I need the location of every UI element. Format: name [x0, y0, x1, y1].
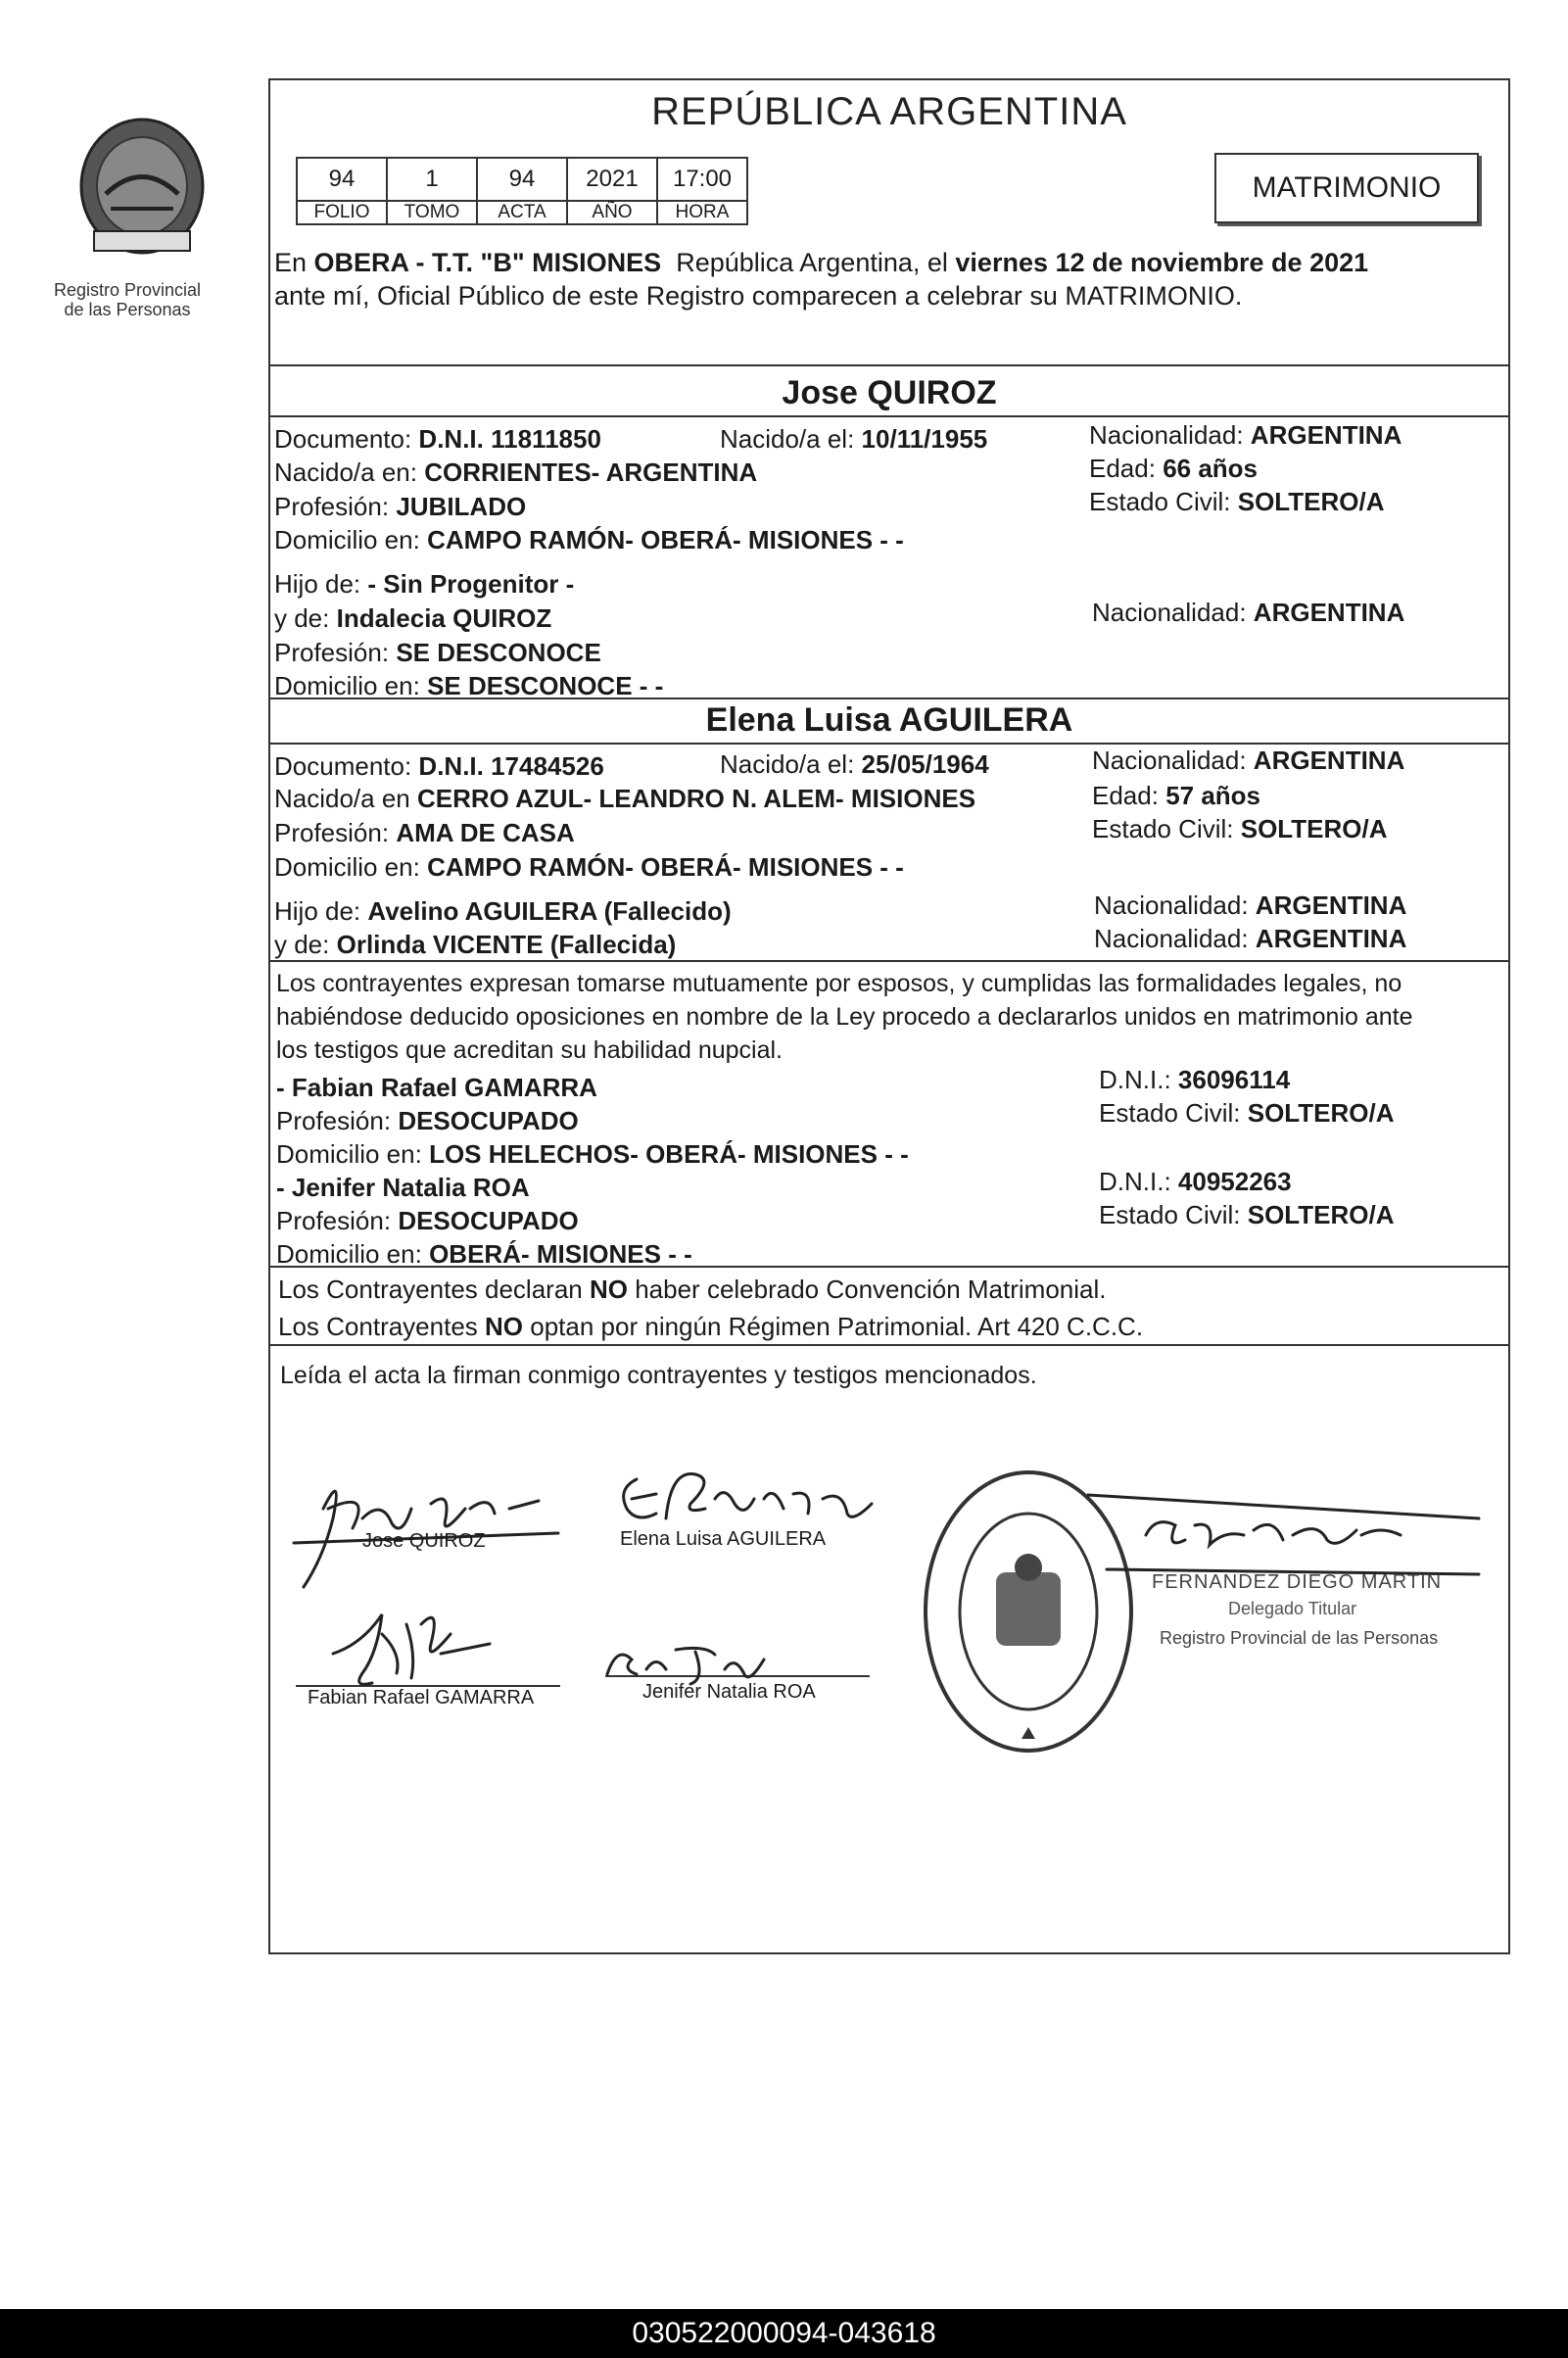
signature-jenifer-roa — [597, 1630, 774, 1689]
p2-nat: Nacionalidad: ARGENTINA — [1092, 746, 1405, 775]
regime-line1: Los Contrayentes declaran NO haber celebrado Convención Matrimonial. — [278, 1275, 1107, 1304]
witness1-civil: Estado Civil: SOLTERO/A — [1099, 1098, 1395, 1128]
official-name: FERNANDEZ DIEGO MARTIN — [1152, 1571, 1443, 1593]
document-barcode-number: 030522000094-043618 — [0, 2309, 1568, 2358]
logo-caption-line2: de las Personas — [64, 300, 191, 319]
intro-line1: En OBERA - T.T. "B" MISIONES República Argentina, el viernes 12 de noviembre de 2021 — [274, 248, 1369, 277]
sig3-label: Fabian Rafael GAMARRA — [308, 1687, 535, 1708]
p2-father: Hijo de: Avelino AGUILERA (Fallecido) — [274, 896, 732, 926]
folio-value: 94 — [297, 158, 387, 201]
p2-prof: Profesión: AMA DE CASA — [274, 818, 575, 847]
witness2-prof: Profesión: DESOCUPADO — [276, 1206, 579, 1235]
p2-dom: Domicilio en: CAMPO RAMÓN- OBERÁ- MISIONES - - — [274, 852, 904, 882]
p1-nat: Nacionalidad: ARGENTINA — [1089, 420, 1402, 450]
tomo-label: TOMO — [387, 201, 477, 224]
p2-mother: y de: Orlinda VICENTE (Fallecida) — [274, 930, 677, 959]
act-type-box: MATRIMONIO — [1214, 153, 1479, 223]
acta-label: ACTA — [477, 201, 567, 224]
witness2-civil: Estado Civil: SOLTERO/A — [1099, 1200, 1395, 1229]
witness2-dni: D.N.I.: 40952263 — [1099, 1167, 1292, 1196]
year-value: 2021 — [567, 158, 657, 201]
page-title: REPÚBLICA ARGENTINA — [651, 90, 1127, 133]
divider — [270, 960, 1508, 962]
p2-mother-nat: Nacionalidad: ARGENTINA — [1094, 924, 1407, 953]
witness1-dom: Domicilio en: LOS HELECHOS- OBERÁ- MISIONES - - — [276, 1139, 909, 1169]
divider — [270, 1266, 1508, 1268]
p1-doc: Documento: D.N.I. 11811850 — [274, 424, 601, 454]
regime-line2: Los Contrayentes NO optan por ningún Régimen Patrimonial. Art 420 C.C.C. — [278, 1312, 1144, 1341]
p1-mother-nat: Nacionalidad: ARGENTINA — [1092, 598, 1405, 627]
p1-parent-prof: Profesión: SE DESCONOCE — [274, 638, 601, 667]
p1-born-in: Nacido/a en: CORRIENTES- ARGENTINA — [274, 457, 758, 487]
p2-age: Edad: 57 años — [1092, 781, 1261, 810]
registry-logo — [29, 116, 225, 331]
intro-line2: ante mí, Oficial Público de este Registro comparecen a celebrar su MATRIMONIO. — [274, 281, 1243, 311]
witness2-dom: Domicilio en: OBERÁ- MISIONES - - — [276, 1239, 692, 1269]
p1-civil: Estado Civil: SOLTERO/A — [1089, 487, 1385, 516]
declaration-line2: habiéndose deducido oposiciones en nombre de la Ley procedo a declararlos unidos en matrimonio ante — [276, 1003, 1413, 1031]
official-role: Delegado Titular — [1228, 1599, 1357, 1618]
folio-label: FOLIO — [297, 201, 387, 224]
p1-dom: Domicilio en: CAMPO RAMÓN- OBERÁ- MISIONES - - — [274, 525, 904, 554]
p2-civil: Estado Civil: SOLTERO/A — [1092, 814, 1388, 843]
party2-name: Elena Luisa AGUILERA — [705, 701, 1073, 739]
sig1-label: Jose QUIROZ — [362, 1530, 486, 1552]
signature-jose-quiroz — [284, 1450, 578, 1597]
divider — [270, 698, 1508, 699]
divider — [270, 415, 1508, 417]
witness1-prof: Profesión: DESOCUPADO — [276, 1106, 579, 1135]
acta-value: 94 — [477, 158, 567, 201]
time-label: HORA — [657, 201, 747, 224]
divider — [270, 1344, 1508, 1346]
official-org: Registro Provincial de las Personas — [1160, 1628, 1439, 1648]
p1-prof: Profesión: JUBILADO — [274, 492, 527, 521]
sig2-label: Elena Luisa AGUILERA — [620, 1528, 827, 1550]
p1-father: Hijo de: - Sin Progenitor - — [274, 569, 575, 599]
p1-age: Edad: 66 años — [1089, 454, 1259, 483]
p2-father-nat: Nacionalidad: ARGENTINA — [1094, 890, 1407, 920]
p1-born-on: Nacido/a el: 10/11/1955 — [720, 424, 988, 454]
record-table — [296, 157, 748, 225]
logo-caption-line1: Registro Provincial — [53, 280, 202, 300]
divider — [270, 364, 1508, 366]
p1-mother: y de: Indalecia QUIROZ — [274, 603, 552, 633]
p1-parent-dom: Domicilio en: SE DESCONOCE - - — [274, 671, 664, 700]
witness1-dni: D.N.I.: 36096114 — [1099, 1065, 1291, 1094]
declaration-line3: los testigos que acreditan su habilidad nupcial. — [276, 1036, 784, 1064]
year-label: AÑO — [567, 201, 657, 224]
p2-doc: Documento: D.N.I. 17484526 — [274, 751, 604, 781]
declaration-line1: Los contrayentes expresan tomarse mutuamente por esposos, y cumplidas las formalidades legales, no — [276, 970, 1402, 997]
witness2-name: - Jenifer Natalia ROA — [276, 1173, 530, 1202]
p2-born-in: Nacido/a en CERRO AZUL- LEANDRO N. ALEM- MISIONES — [274, 784, 976, 813]
witness1-name: - Fabian Rafael GAMARRA — [276, 1073, 597, 1102]
province-seal-icon — [76, 116, 208, 263]
party1-name: Jose QUIROZ — [782, 374, 997, 411]
tomo-value: 1 — [387, 158, 477, 201]
sig4-label: Jenifer Natalia ROA — [642, 1681, 816, 1703]
closing-text: Leída el acta la firman conmigo contrayentes y testigos mencionados. — [280, 1362, 1037, 1389]
p2-born-on: Nacido/a el: 25/05/1964 — [720, 749, 989, 779]
time-value: 17:00 — [657, 158, 747, 201]
